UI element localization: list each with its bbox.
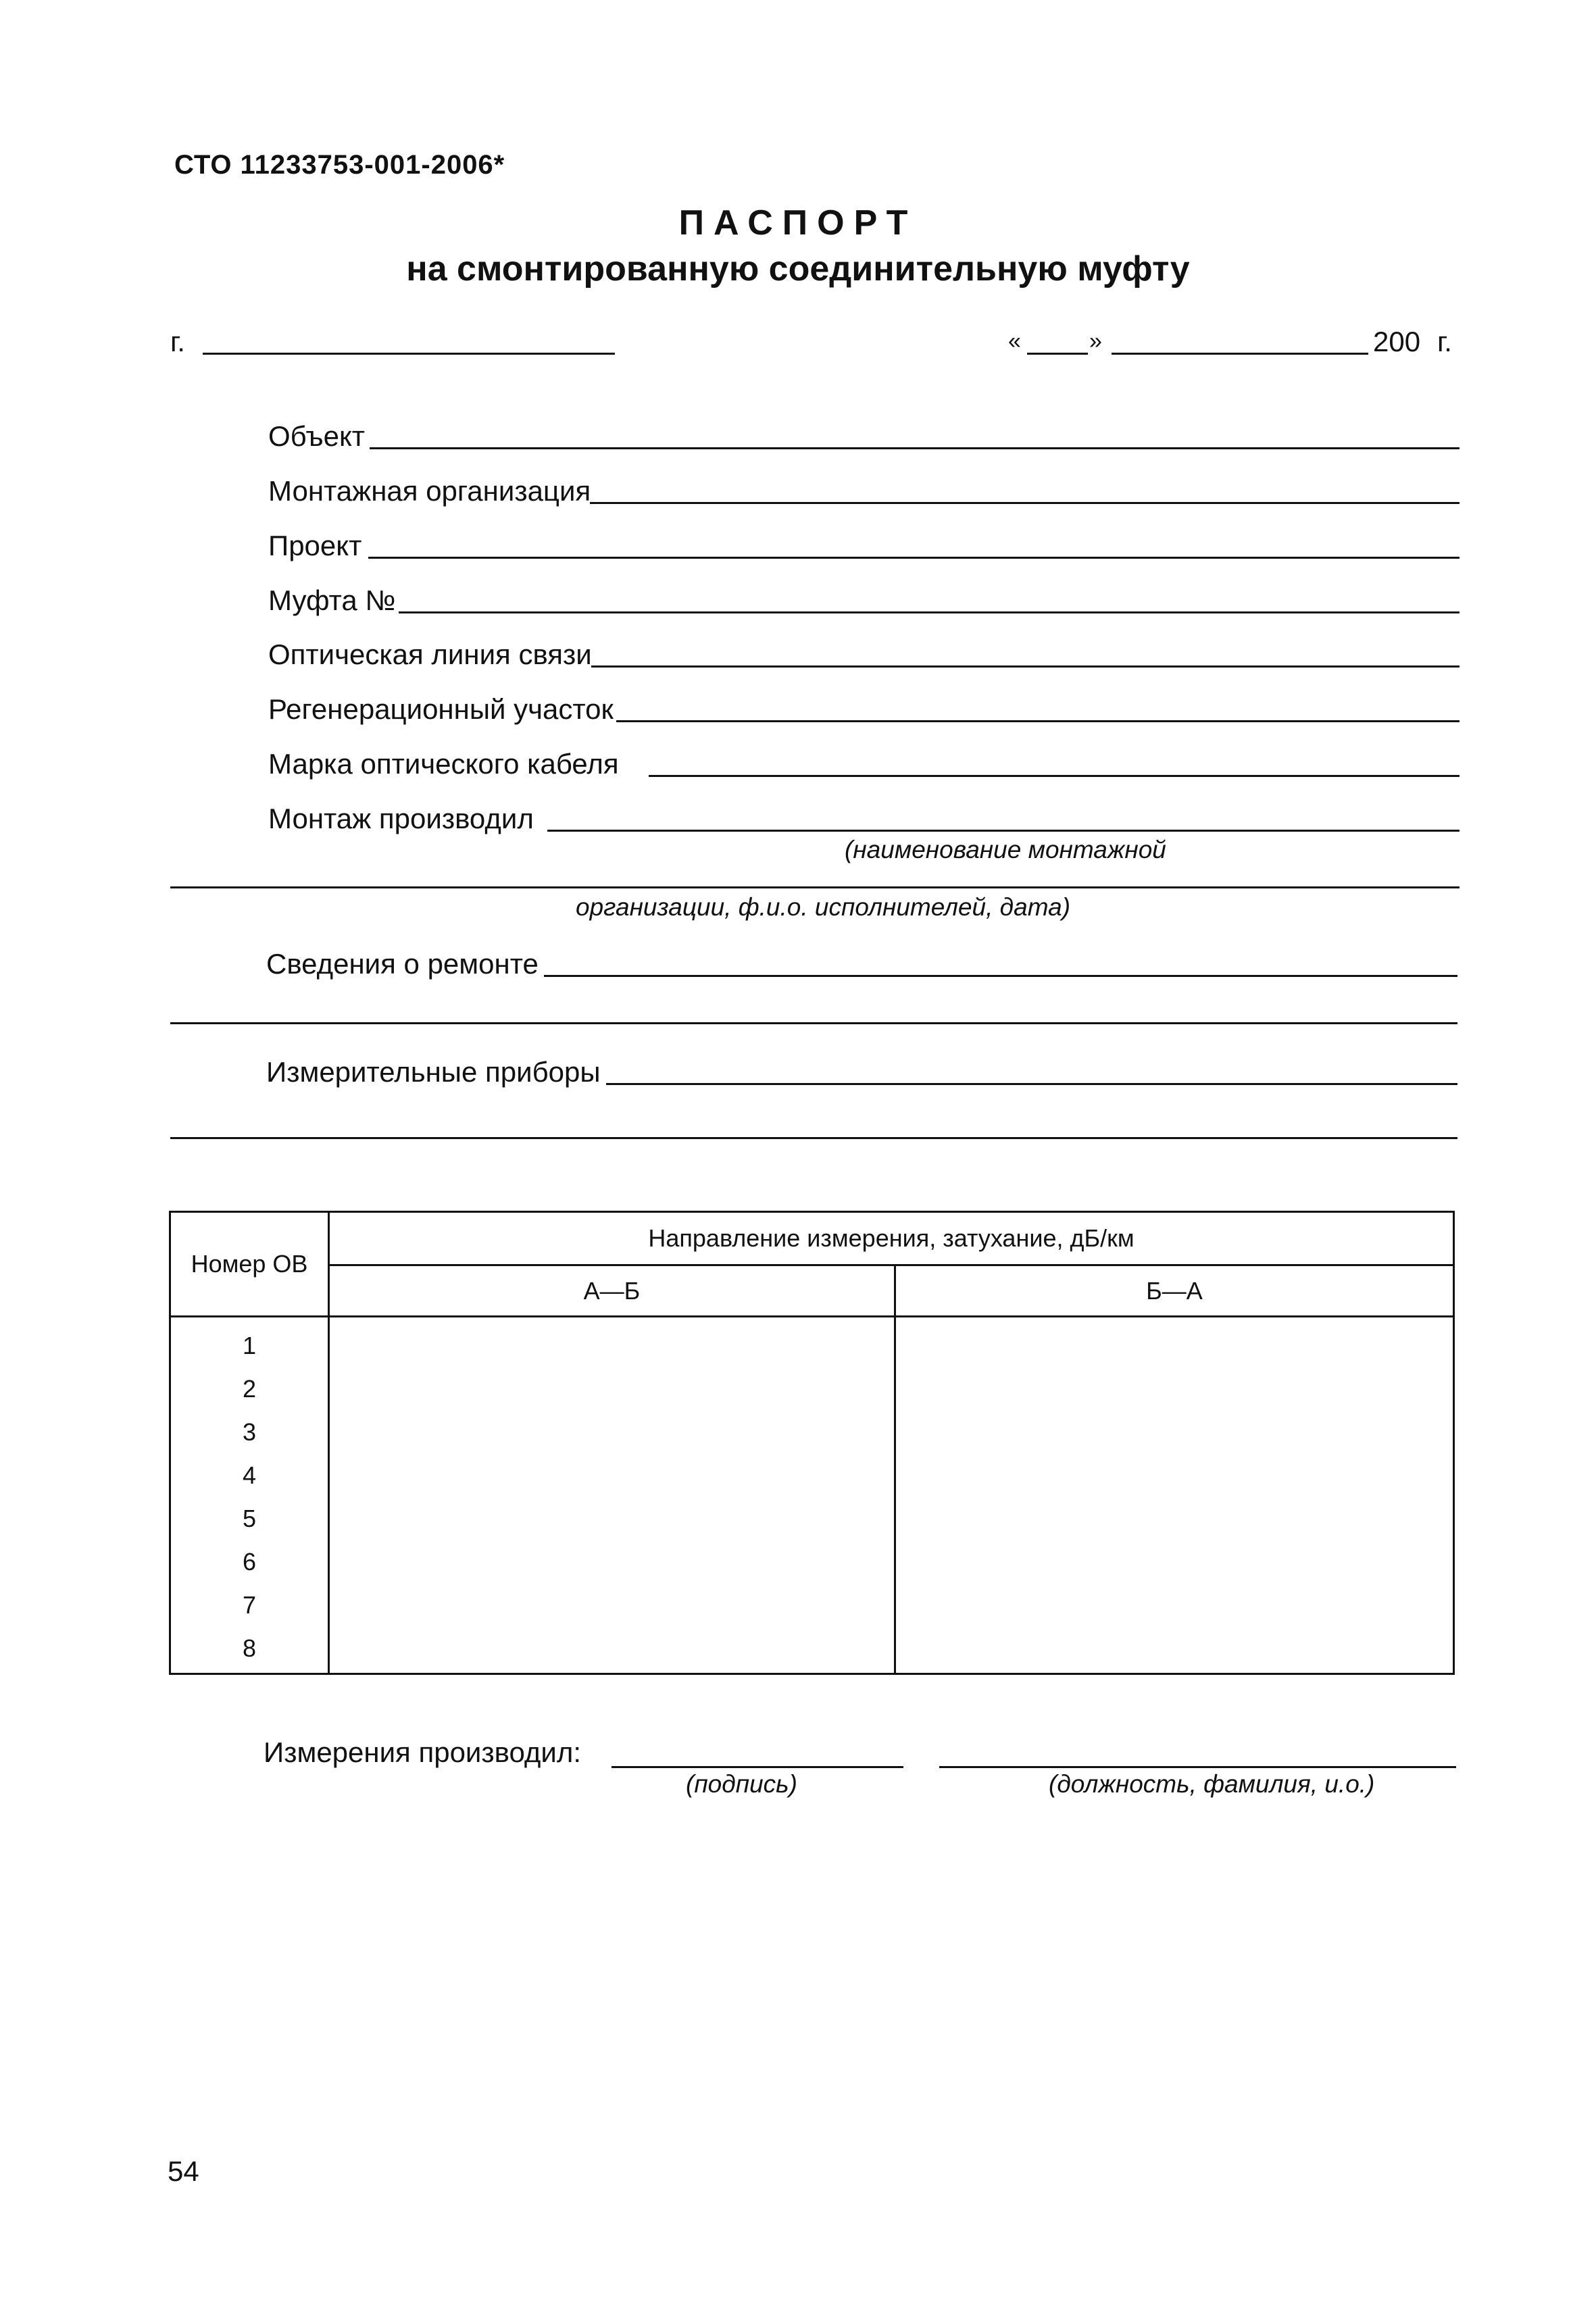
- mounting-org-field[interactable]: [590, 502, 1460, 504]
- quote-open: «: [1008, 328, 1021, 354]
- mounted-by-note: (наименование монтажной: [845, 836, 1166, 863]
- table-row-number: 7: [242, 1591, 257, 1619]
- repair-info-field[interactable]: [544, 975, 1457, 977]
- day-field[interactable]: [1027, 353, 1088, 355]
- coupling-no-field[interactable]: [399, 611, 1460, 613]
- instruments-label: Измерительные приборы: [266, 1056, 601, 1088]
- table-row-number: 2: [242, 1375, 257, 1403]
- col-ba-header: Б—А: [895, 1265, 1454, 1317]
- col-ab-header: А—Б: [329, 1265, 895, 1317]
- page-subtitle: на смонтированную соединительную муфту: [406, 249, 1190, 288]
- mounted-by-note-2: организации, ф.и.о. исполнителей, дата): [576, 893, 1071, 921]
- table-row-number: 1: [242, 1332, 257, 1359]
- repair-info-label: Сведения о ремонте: [266, 948, 539, 980]
- coupling-no-label: Муфта №: [268, 584, 396, 616]
- position-name-note: (должность, фамилия, и.о.): [1049, 1770, 1375, 1798]
- city-field[interactable]: [203, 353, 615, 355]
- ab-values-cell[interactable]: [329, 1317, 895, 1674]
- quote-close: »: [1089, 328, 1102, 354]
- page-number: 54: [168, 2155, 199, 2187]
- ba-values-cell[interactable]: [895, 1317, 1454, 1674]
- measurement-table: [169, 1211, 1455, 1675]
- year-prefix: 200: [1373, 326, 1421, 357]
- mounted-by-field[interactable]: [547, 830, 1460, 832]
- instruments-field[interactable]: [606, 1083, 1457, 1085]
- regen-section-label: Регенерационный участок: [268, 693, 614, 725]
- month-field[interactable]: [1112, 353, 1368, 355]
- table-row-number: 3: [242, 1418, 257, 1446]
- mounting-org-label: Монтажная организация: [268, 475, 591, 507]
- object-label: Объект: [268, 420, 366, 452]
- document-code: СТО 11233753-001-2006*: [174, 150, 505, 180]
- optical-line-label: Оптическая линия связи: [268, 638, 592, 670]
- direction-header: Направление измерения, затухание, дБ/км: [329, 1212, 1454, 1265]
- table-row-number: 5: [242, 1505, 257, 1532]
- mounted-by-field-line2[interactable]: [170, 886, 1460, 888]
- fiber-number-header: Номер ОВ: [170, 1212, 329, 1317]
- signature-field[interactable]: [612, 1766, 903, 1768]
- fiber-number-column: [170, 1317, 329, 1674]
- table-row-number: 4: [242, 1461, 257, 1489]
- position-name-field[interactable]: [939, 1766, 1456, 1768]
- project-label: Проект: [268, 530, 362, 561]
- optical-line-field[interactable]: [591, 665, 1460, 668]
- table-row-number: 6: [242, 1548, 257, 1576]
- project-field[interactable]: [368, 557, 1460, 559]
- year-suffix: г.: [1437, 326, 1452, 357]
- table-row-number: 8: [242, 1634, 257, 1662]
- cable-brand-label: Марка оптического кабеля: [268, 748, 619, 780]
- signature-label: Измерения производил:: [264, 1736, 582, 1768]
- regen-section-field[interactable]: [616, 720, 1460, 722]
- city-prefix: г.: [170, 326, 185, 357]
- page-title: ПАСПОРТ: [678, 203, 918, 243]
- object-field[interactable]: [370, 447, 1460, 449]
- cable-brand-field[interactable]: [649, 775, 1460, 777]
- mounted-by-label: Монтаж производил: [268, 803, 534, 834]
- repair-info-field-line2[interactable]: [170, 1022, 1457, 1024]
- instruments-field-line2[interactable]: [170, 1137, 1457, 1139]
- signature-note: (подпись): [686, 1770, 797, 1798]
